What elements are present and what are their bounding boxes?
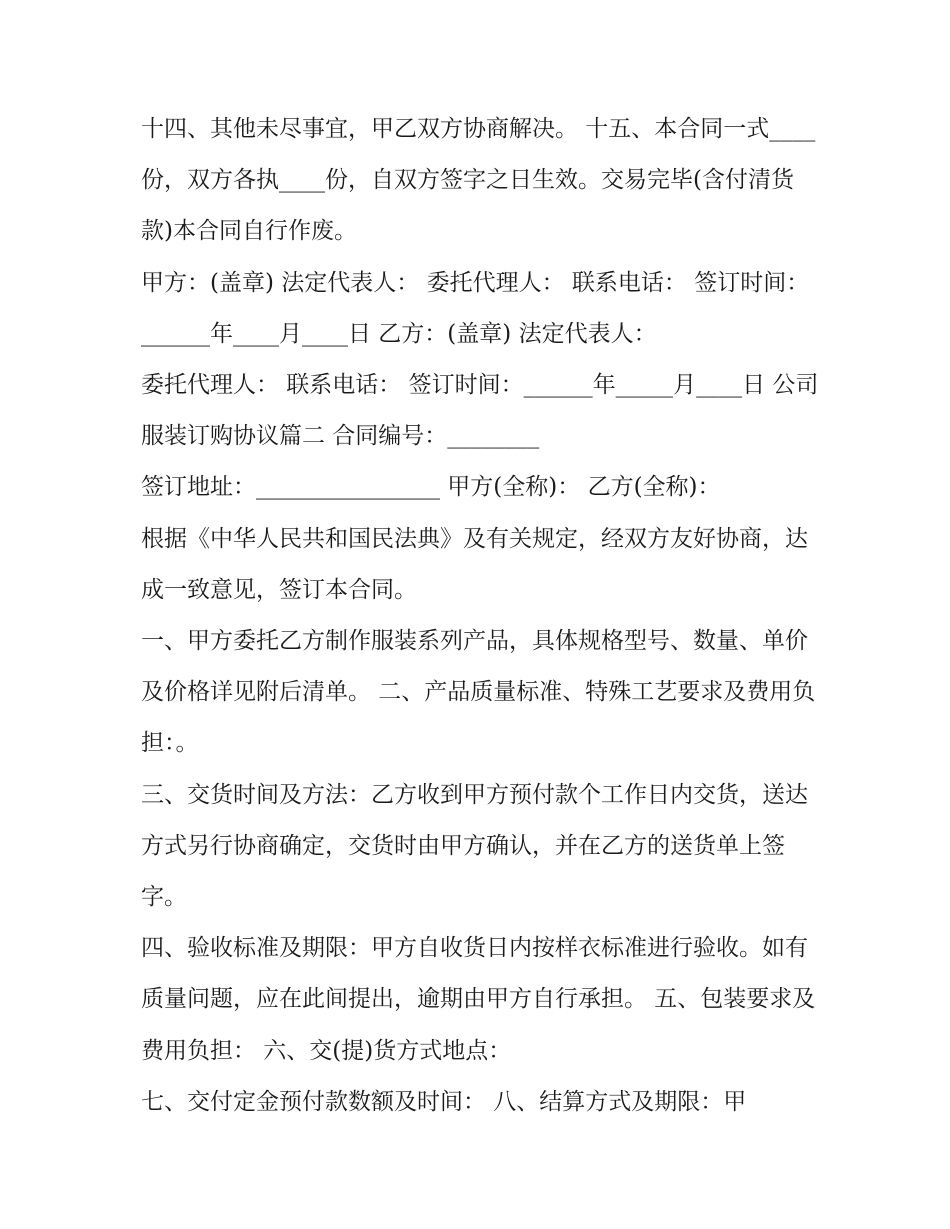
paragraph-preamble: 根据《中华人民共和国民法典》及有关规定，经双方友好协商，达成一致意见，签订本合同。	[141, 525, 808, 603]
paragraph-clause-4-6: 四、验收标准及期限：甲方自收货日内按样衣标准进行验收。如有质量问题，应在此间提出，逾期由甲方自行承担。 五、包装要求及费用负担： 六、交(提)货方式地点：	[141, 935, 816, 1064]
paragraph-clause-1-2: 一、甲方委托乙方制作服装系列产品，具体规格型号、数量、单价及价格详见附后清单。 二、产品质量标准、特殊工艺要求及费用负担：。	[141, 628, 816, 757]
document-body	[141, 104, 821, 1128]
paragraph-party-a-signature: 甲方：(盖章) 法定代表人： 委托代理人： 联系电话： 签订时间：______年____月____日 乙方：(盖章) 法定代表人：	[141, 269, 810, 347]
paragraph-party-b-signature: 委托代理人： 联系电话： 签订时间：______年_____月____日 公司服装订购协议篇二 合同编号：________	[141, 372, 819, 450]
paragraph-signing-place: 签订地址：________________ 甲方(全称)： 乙方(全称)：	[141, 474, 721, 501]
paragraph-clause-3: 三、交货时间及方法：乙方收到甲方预付款个工作日内交货，送达方式另行协商确定，交货时由甲方确认，并在乙方的送货单上签字。	[141, 781, 808, 911]
paragraph-clause-7-8: 七、交付定金预付款数额及时间： 八、结算方式及期限：甲	[141, 1088, 747, 1115]
paragraph-terms-14-15: 十四、其他未尽事宜，甲乙双方协商解决。 十五、本合同一式____份，双方各执____份，自双方签字之日生效。交易完毕(含付清货款)本合同自行作废。	[141, 116, 816, 245]
